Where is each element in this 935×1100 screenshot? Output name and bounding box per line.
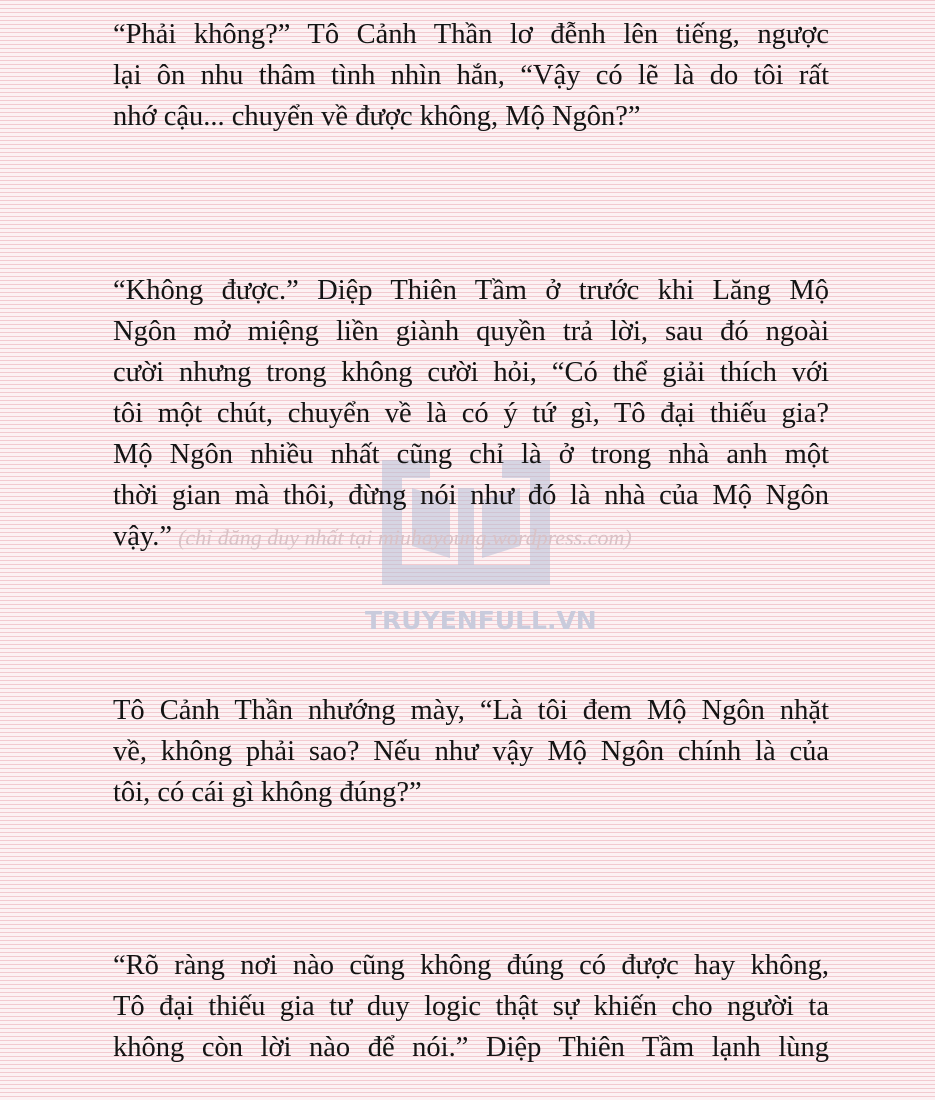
- text-line: “Không được.” Diệp Thiên Tầm ở trước khi Lăng Mộ: [113, 275, 829, 306]
- paragraph-3: [113, 690, 829, 813]
- paragraph-2: [113, 270, 829, 558]
- text-line: tôi, có cái gì không đúng?”: [113, 777, 422, 808]
- text-line: “Rõ ràng nơi nào cũng không đúng có được hay không,: [113, 950, 829, 981]
- text-line: tôi một chút, chuyển về là có ý tứ gì, Tô đại thiếu gia?: [113, 398, 829, 429]
- text-line: Tô đại thiếu gia tư duy logic thật sự khiến cho người ta: [113, 991, 829, 1022]
- text-line: Mộ Ngôn nhiều nhất cũng chỉ là ở trong nhà anh một: [113, 439, 829, 470]
- text-line: nhớ cậu... chuyển về được không, Mộ Ngôn?”: [113, 101, 641, 132]
- inline-watermark: (chỉ đăng duy nhất tại miuhayoung.wordpress.com): [178, 525, 632, 550]
- text-line: Ngôn mở miệng liền giành quyền trả lời, sau đó ngoài: [113, 316, 829, 347]
- text-line: thời gian mà thôi, đừng nói như đó là nhà của Mộ Ngôn: [113, 480, 829, 511]
- text-line: cười nhưng trong không cười hỏi, “Có thể giải thích với: [113, 357, 829, 388]
- text-line: Tô Cảnh Thần nhướng mày, “Là tôi đem Mộ Ngôn nhặt: [113, 695, 829, 726]
- watermark-logo-text: TRUYENFULL.VN: [365, 606, 597, 635]
- paragraph-4: [113, 945, 829, 1068]
- text-line-end: vậy.”: [113, 521, 173, 552]
- text-line: “Phải không?” Tô Cảnh Thần lơ đễnh lên tiếng, ngược: [113, 19, 829, 50]
- text-line: về, không phải sao? Nếu như vậy Mộ Ngôn chính là của: [113, 736, 829, 767]
- text-line: [113, 516, 829, 558]
- text-line: không còn lời nào để nói.” Diệp Thiên Tầm lạnh lùng: [113, 1032, 829, 1063]
- text-line: lại ôn nhu thâm tình nhìn hắn, “Vậy có lẽ là do tôi rất: [113, 60, 829, 91]
- paragraph-1: [113, 14, 829, 137]
